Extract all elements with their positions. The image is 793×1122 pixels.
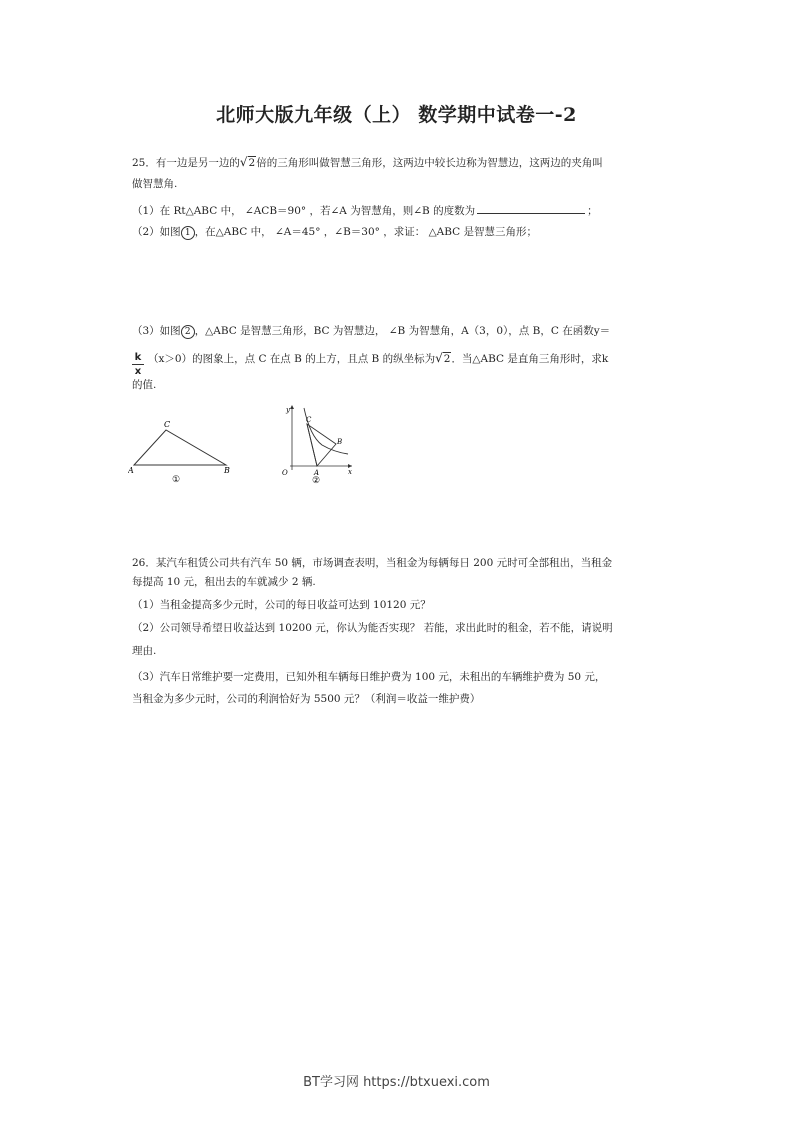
q25-part1-end: ； [587, 205, 598, 217]
fig1-label-c: C [164, 420, 171, 429]
sqrt-sign: √ [239, 155, 248, 169]
q26-line2: 每提高 10 元，租出去的车就减少 2 辆. [132, 576, 316, 588]
fig2-label-y: y [286, 406, 290, 414]
q25-intro-line1 [132, 155, 603, 170]
q26-part2-line2: 理由. [132, 645, 157, 657]
fraction-k-over-x [132, 352, 144, 378]
figure-1-triangle [128, 415, 238, 487]
fig2-label-a: A [314, 469, 320, 477]
q26-part3-line2: 当租金为多少元时，公司的利润恰好为 5500 元？（利润＝收益一维护费） [132, 693, 481, 705]
fig1-label-a: A [128, 466, 134, 475]
fig1-label-b: B [224, 466, 230, 475]
answer-blank [477, 203, 585, 214]
q25-part3-line3: 的值. [132, 379, 157, 391]
q25-part3-line2 [148, 351, 608, 366]
triangle-abc [134, 430, 226, 465]
q25-part2 [132, 224, 537, 240]
page-title: 北师大版九年级（上） 数学期中试卷一-2 [216, 104, 577, 126]
q25-part3-d: ．当△ABC 是直角三角形时，求k [451, 353, 609, 365]
q25-part2-b: ，在△ABC 中， ∠A＝45° ，∠B＝30° ，求证： △ABC 是智慧三角形； [194, 226, 538, 238]
fig1-caption: ① [172, 475, 181, 485]
q25-part3-b: ，△ABC 是智慧三角形，BC 为智慧边， ∠B 为智慧角，A（3，0），点 B，C 在函数y＝ [194, 325, 611, 337]
fraction-denominator: x [134, 366, 142, 377]
q25-part3-line1 [132, 323, 610, 339]
q25-part1-text: （1）在 Rt△ABC 中， ∠ACB＝90° ，若∠A 为智慧角，则∠B 的度数为 [132, 205, 476, 217]
circled-number-1: 1 [181, 226, 195, 240]
fig2-caption: ② [312, 476, 321, 486]
figure-2-function-graph [278, 400, 358, 488]
sqrt-sign: √ [435, 351, 443, 365]
footer-watermark: BT学习网 https://btxuexi.com [303, 1075, 490, 1090]
fig2-label-o: O [282, 469, 288, 477]
q26-part2-line1: （2）公司领导希望日收益达到 10200 元，你认为能否实现？ 若能，求出此时的租金，若不能，请说明 [132, 622, 613, 634]
q25-part1 [132, 203, 598, 218]
q25-intro-b: 倍的三角形叫做智慧三角形，这两边中较长边称为智慧边，这两边的夹角叫 [256, 157, 603, 169]
y-axis-arrow [290, 405, 294, 409]
circled-number-2: 2 [181, 325, 195, 339]
q25-part2-a: （2）如图 [132, 226, 181, 238]
q25-part3-c: （x＞0）的图象上，点 C 在点 B 的上方，且点 B 的纵坐标为 [148, 353, 436, 365]
q25-intro-a: 25．有一边是另一边的 [132, 157, 240, 169]
q26-part1: （1）当租金提高多少元时，公司的每日收益可达到 10120 元？ [132, 599, 431, 611]
q26-part3-line1: （3）汽车日常维护要一定费用，已知外租车辆每日维护费为 100 元，未租出的车辆维护费为 50 元， [132, 671, 606, 683]
q25-part3-sqrt: 2 [443, 353, 451, 365]
fraction-numerator: k [132, 352, 144, 365]
q25-intro-sqrt: 2 [248, 157, 256, 169]
q25-part3-a: （3）如图 [132, 325, 181, 337]
fig2-label-x: x [348, 468, 352, 476]
q26-line1: 26．某汽车租赁公司共有汽车 50 辆，市场调查表明，当租金为每辆每日 200 元时可全部租出，当租金 [132, 557, 613, 569]
q25-intro-line2: 做智慧角. [132, 178, 178, 190]
fig2-label-c: C [306, 416, 312, 424]
hyperbola-curve [304, 408, 348, 454]
fig2-label-b: B [337, 438, 343, 446]
